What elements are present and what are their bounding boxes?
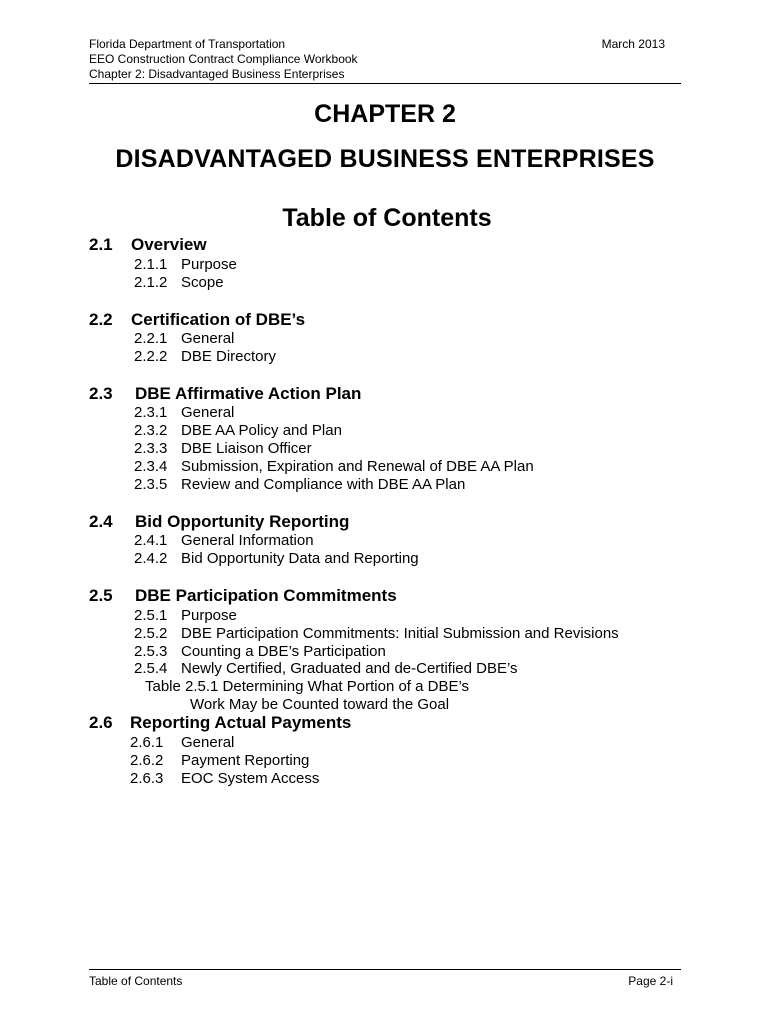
- item-text: General: [181, 734, 235, 751]
- toc-item-2-3-2[interactable]: [134, 422, 342, 439]
- toc-section-2-2[interactable]: [89, 310, 305, 330]
- toc-item-2-5-2[interactable]: [134, 625, 619, 642]
- toc-item-2-5-3[interactable]: [134, 643, 386, 660]
- page-header: [89, 37, 681, 82]
- section-number: 2.6: [89, 713, 113, 732]
- section-title: DBE Participation Commitments: [135, 586, 397, 605]
- toc-item-2-3-3[interactable]: [134, 440, 312, 457]
- page-footer: [89, 974, 681, 988]
- item-number: 2.1.1: [134, 256, 168, 273]
- toc-heading: Table of Contents: [282, 204, 492, 232]
- page-number: Page 2-i: [628, 974, 673, 988]
- toc-item-2-3-1[interactable]: [134, 404, 234, 421]
- item-number: 2.3.1: [134, 404, 168, 421]
- toc-table-2-5-1[interactable]: Table 2.5.1 Determining What Portion of a DBE’s: [145, 678, 470, 695]
- item-number: 2.5.4: [134, 660, 168, 677]
- item-text: General Information: [181, 532, 314, 549]
- item-number: 2.4.1: [134, 532, 168, 549]
- item-number: 2.5.2: [134, 625, 168, 642]
- item-number: 2.1.2: [134, 274, 168, 291]
- section-number: 2.5: [89, 586, 113, 605]
- toc-item-2-4-2[interactable]: [134, 550, 419, 567]
- section-title: Overview: [131, 235, 207, 254]
- item-number: 2.5.3: [134, 643, 168, 660]
- toc-item-2-2-2[interactable]: [134, 348, 276, 365]
- toc-item-2-5-1[interactable]: [134, 607, 237, 624]
- item-text: DBE Directory: [181, 348, 277, 365]
- item-number: 2.3.2: [134, 422, 168, 439]
- item-text: Purpose: [181, 607, 237, 624]
- chapter-title: CHAPTER 2: [314, 100, 456, 128]
- toc-item-2-4-1[interactable]: [134, 532, 314, 549]
- toc-section-2-6[interactable]: [89, 713, 351, 733]
- item-text: General: [181, 330, 235, 347]
- item-number: 2.3.5: [134, 476, 168, 493]
- section-number: 2.4: [89, 512, 113, 531]
- toc-item-2-6-1[interactable]: [130, 734, 234, 751]
- footer-label: Table of Contents: [89, 974, 183, 988]
- item-text: DBE Liaison Officer: [181, 440, 312, 457]
- item-text: DBE AA Policy and Plan: [181, 422, 342, 439]
- item-text: Newly Certified, Graduated and de-Certified DBE’s: [181, 660, 518, 677]
- item-text: Payment Reporting: [181, 752, 310, 769]
- toc-item-2-2-1[interactable]: [134, 330, 234, 347]
- item-text: Counting a DBE’s Participation: [181, 643, 386, 660]
- toc-item-2-5-4[interactable]: [134, 660, 518, 677]
- item-number: 2.3.3: [134, 440, 168, 457]
- item-number: 2.3.4: [134, 458, 168, 475]
- section-title: Certification of DBE’s: [131, 310, 306, 329]
- footer-divider: [89, 969, 681, 970]
- header-date: March 2013: [601, 37, 665, 51]
- item-text: Purpose: [181, 256, 237, 273]
- header-workbook: EEO Construction Contract Compliance Workbook: [89, 52, 358, 66]
- toc-item-2-3-4[interactable]: [134, 458, 534, 475]
- item-number: 2.2.1: [134, 330, 168, 347]
- item-number: 2.6.3: [130, 770, 164, 787]
- header-org: Florida Department of Transportation: [89, 37, 286, 51]
- section-title: DBE Affirmative Action Plan: [135, 384, 362, 403]
- header-divider: [89, 83, 681, 84]
- item-number: 2.5.1: [134, 607, 168, 624]
- item-number: 2.6.2: [130, 752, 164, 769]
- toc-item-2-3-5[interactable]: [134, 476, 465, 493]
- toc-item-2-1-2[interactable]: [134, 274, 224, 291]
- toc-section-2-5[interactable]: [89, 586, 397, 606]
- item-number: 2.6.1: [130, 734, 164, 751]
- toc-section-2-4[interactable]: [89, 512, 349, 532]
- section-title: Bid Opportunity Reporting: [135, 512, 350, 531]
- toc-item-2-6-2[interactable]: [130, 752, 309, 769]
- chapter-subtitle: DISADVANTAGED BUSINESS ENTERPRISES: [115, 145, 655, 173]
- item-number: 2.4.2: [134, 550, 168, 567]
- toc-section-2-1[interactable]: [89, 235, 207, 255]
- item-text: Submission, Expiration and Renewal of DBE AA Plan: [181, 458, 534, 475]
- toc-section-2-3[interactable]: [89, 384, 361, 404]
- item-text: Scope: [181, 274, 224, 291]
- item-text: DBE Participation Commitments: Initial Submission and Revisions: [181, 625, 619, 642]
- section-number: 2.3: [89, 384, 113, 403]
- item-text: Review and Compliance with DBE AA Plan: [181, 476, 466, 493]
- item-number: 2.2.2: [134, 348, 168, 365]
- section-number: 2.1: [89, 235, 113, 254]
- section-title: Reporting Actual Payments: [130, 713, 352, 732]
- toc-item-2-6-3[interactable]: [130, 770, 319, 787]
- item-text: EOC System Access: [181, 770, 320, 787]
- header-chapter: Chapter 2: Disadvantaged Business Enterprises: [89, 67, 345, 81]
- toc-item-2-1-1[interactable]: [134, 256, 237, 273]
- section-number: 2.2: [89, 310, 113, 329]
- toc-table-2-5-1-continued: Work May be Counted toward the Goal: [190, 696, 450, 713]
- item-text: Bid Opportunity Data and Reporting: [181, 550, 419, 567]
- item-text: General: [181, 404, 235, 421]
